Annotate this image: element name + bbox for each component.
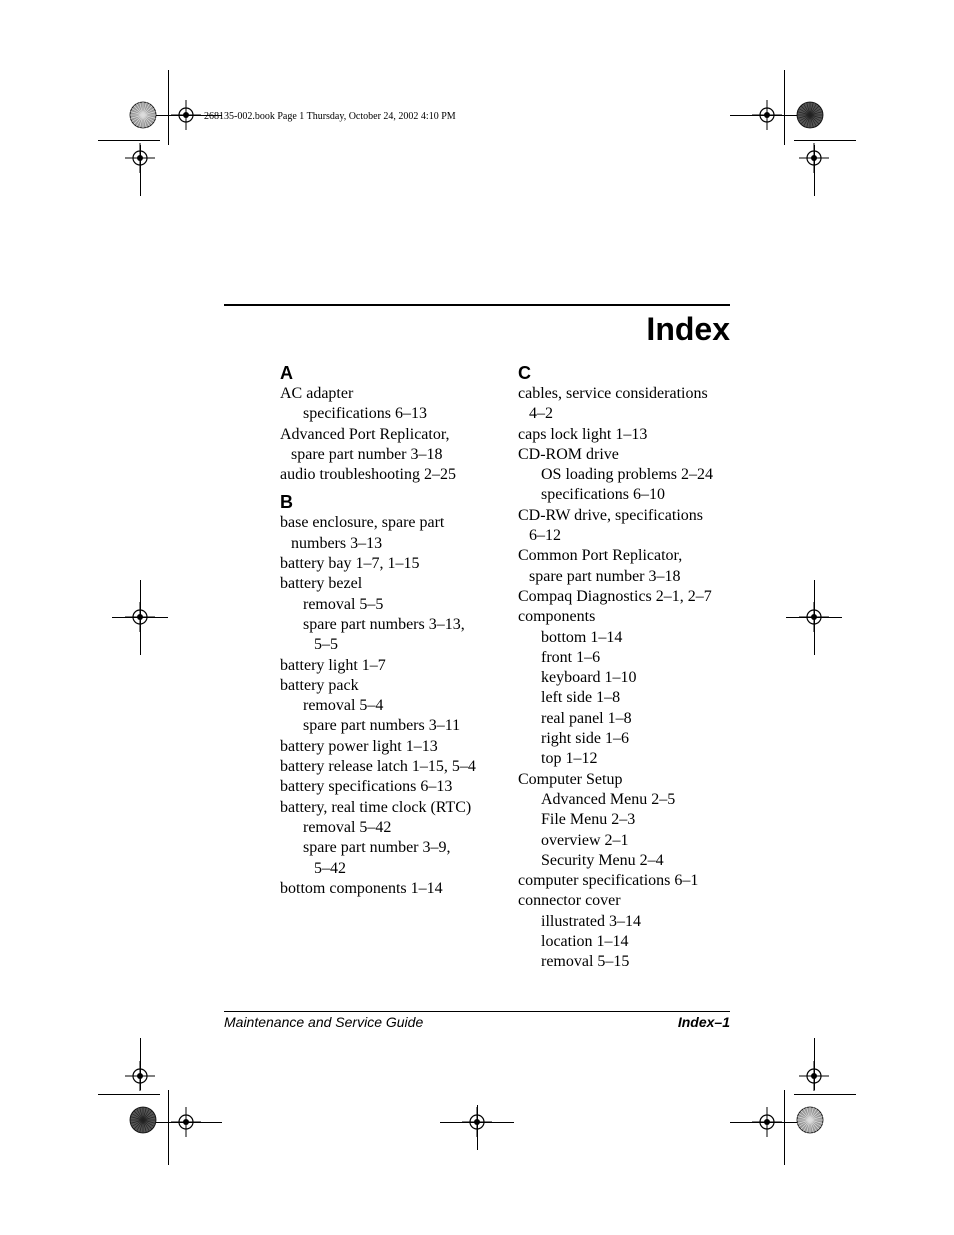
index-entry: caps lock light 1–13 xyxy=(518,425,648,443)
index-letter-heading: A xyxy=(280,363,293,383)
index-subentry: specifications 6–13 xyxy=(303,405,427,423)
registration-arm xyxy=(814,1038,815,1090)
index-entry: Compaq Diagnostics 2–1, 2–7 xyxy=(518,587,712,605)
index-subentry: File Menu 2–3 xyxy=(541,811,636,829)
index-subentry: left side 1–8 xyxy=(541,689,621,707)
index-subentry: spare part numbers 3–13, xyxy=(303,615,465,633)
registration-arm xyxy=(477,1105,478,1150)
title-rule xyxy=(224,304,730,306)
index-entry-continuation: 5–5 xyxy=(314,636,338,654)
index-entry: battery light 1–7 xyxy=(280,656,386,674)
index-subentry: removal 5–5 xyxy=(303,595,384,613)
index-subentry: spare part number 3–9, xyxy=(303,839,451,857)
index-entry-continuation: 4–2 xyxy=(529,405,553,423)
index-subentry: real panel 1–8 xyxy=(541,709,632,727)
color-bar-target-icon xyxy=(796,1106,824,1134)
index-subentry: removal 5–4 xyxy=(303,697,384,715)
index-subentry: keyboard 1–10 xyxy=(541,669,637,687)
trim-line xyxy=(98,140,160,141)
trim-line xyxy=(794,140,856,141)
index-entry: audio troubleshooting 2–25 xyxy=(280,466,456,484)
registration-arm xyxy=(730,1122,804,1123)
trim-line xyxy=(168,1090,169,1165)
index-entry: Common Port Replicator, xyxy=(518,547,683,565)
index-column-left xyxy=(280,360,500,899)
index-entry: connector cover xyxy=(518,892,621,910)
page-title: Index xyxy=(646,311,730,347)
index-entry: battery power light 1–13 xyxy=(280,737,438,755)
trim-line xyxy=(794,1094,856,1095)
index-entry: CD-RW drive, specifications xyxy=(518,506,703,524)
registration-arm xyxy=(140,1038,141,1090)
index-subentry: location 1–14 xyxy=(541,933,629,951)
index-entry: CD-ROM drive xyxy=(518,445,619,463)
index-letter-heading: B xyxy=(280,492,293,513)
footer-page-number: Index–1 xyxy=(677,1014,730,1030)
index-entry: AC adapter xyxy=(280,385,354,402)
index-entry: bottom components 1–14 xyxy=(280,879,443,897)
index-subentry: Security Menu 2–4 xyxy=(541,851,664,869)
index-entry-continuation: 6–12 xyxy=(529,527,561,545)
index-entry: battery specifications 6–13 xyxy=(280,778,453,796)
index-column-right xyxy=(518,360,738,973)
index-subentry: illustrated 3–14 xyxy=(541,912,641,930)
trim-line xyxy=(784,70,785,145)
color-bar-target-icon xyxy=(129,101,157,129)
index-entry: base enclosure, spare part xyxy=(280,514,445,532)
trim-line xyxy=(98,1094,160,1095)
color-bar-target-icon xyxy=(796,101,824,129)
index-subentry: removal 5–42 xyxy=(303,818,392,836)
index-entry-continuation: numbers 3–13 xyxy=(291,534,383,552)
index-subentry: right side 1–6 xyxy=(541,730,629,748)
index-subentry: front 1–6 xyxy=(541,648,601,666)
index-entry-continuation: spare part number 3–18 xyxy=(291,445,443,463)
index-entry: battery release latch 1–15, 5–4 xyxy=(280,758,476,776)
index-entry: cables, service considerations xyxy=(518,385,708,402)
index-entry-continuation: spare part number 3–18 xyxy=(529,567,681,585)
index-entry: computer specifications 6–1 xyxy=(518,872,699,890)
color-bar-target-icon xyxy=(129,1106,157,1134)
registration-arm xyxy=(814,145,815,196)
registration-arm xyxy=(150,1122,222,1123)
index-subentry: specifications 6–10 xyxy=(541,486,665,504)
index-entry: Computer Setup xyxy=(518,770,623,788)
registration-arm xyxy=(112,617,168,618)
index-entry: Advanced Port Replicator, xyxy=(280,425,450,443)
index-subentry: removal 5–15 xyxy=(541,953,630,971)
footer-rule xyxy=(224,1011,730,1012)
registration-arm xyxy=(786,617,842,618)
index-entry-continuation: 5–42 xyxy=(314,859,346,877)
index-subentry: Advanced Menu 2–5 xyxy=(541,790,676,808)
registration-arm xyxy=(730,115,804,116)
trim-line xyxy=(168,70,169,145)
index-subentry: OS loading problems 2–24 xyxy=(541,466,713,484)
index-subentry: overview 2–1 xyxy=(541,831,629,849)
registration-arm xyxy=(140,145,141,196)
index-subentry: spare part numbers 3–11 xyxy=(303,717,461,735)
index-entry: components xyxy=(518,608,596,626)
index-entry: battery bay 1–7, 1–15 xyxy=(280,555,420,573)
index-letter-heading: C xyxy=(518,363,531,383)
trim-line xyxy=(784,1090,785,1165)
index-entry: battery, real time clock (RTC) xyxy=(280,798,472,816)
index-subentry: top 1–12 xyxy=(541,750,598,768)
index-entry: battery bezel xyxy=(280,575,363,593)
footer-book-title: Maintenance and Service Guide xyxy=(224,1014,424,1030)
index-subentry: bottom 1–14 xyxy=(541,628,623,646)
print-slug: 268135-002.book Page 1 Thursday, October 24, 2002 4:10 PM xyxy=(204,111,456,122)
index-entry: battery pack xyxy=(280,676,359,694)
